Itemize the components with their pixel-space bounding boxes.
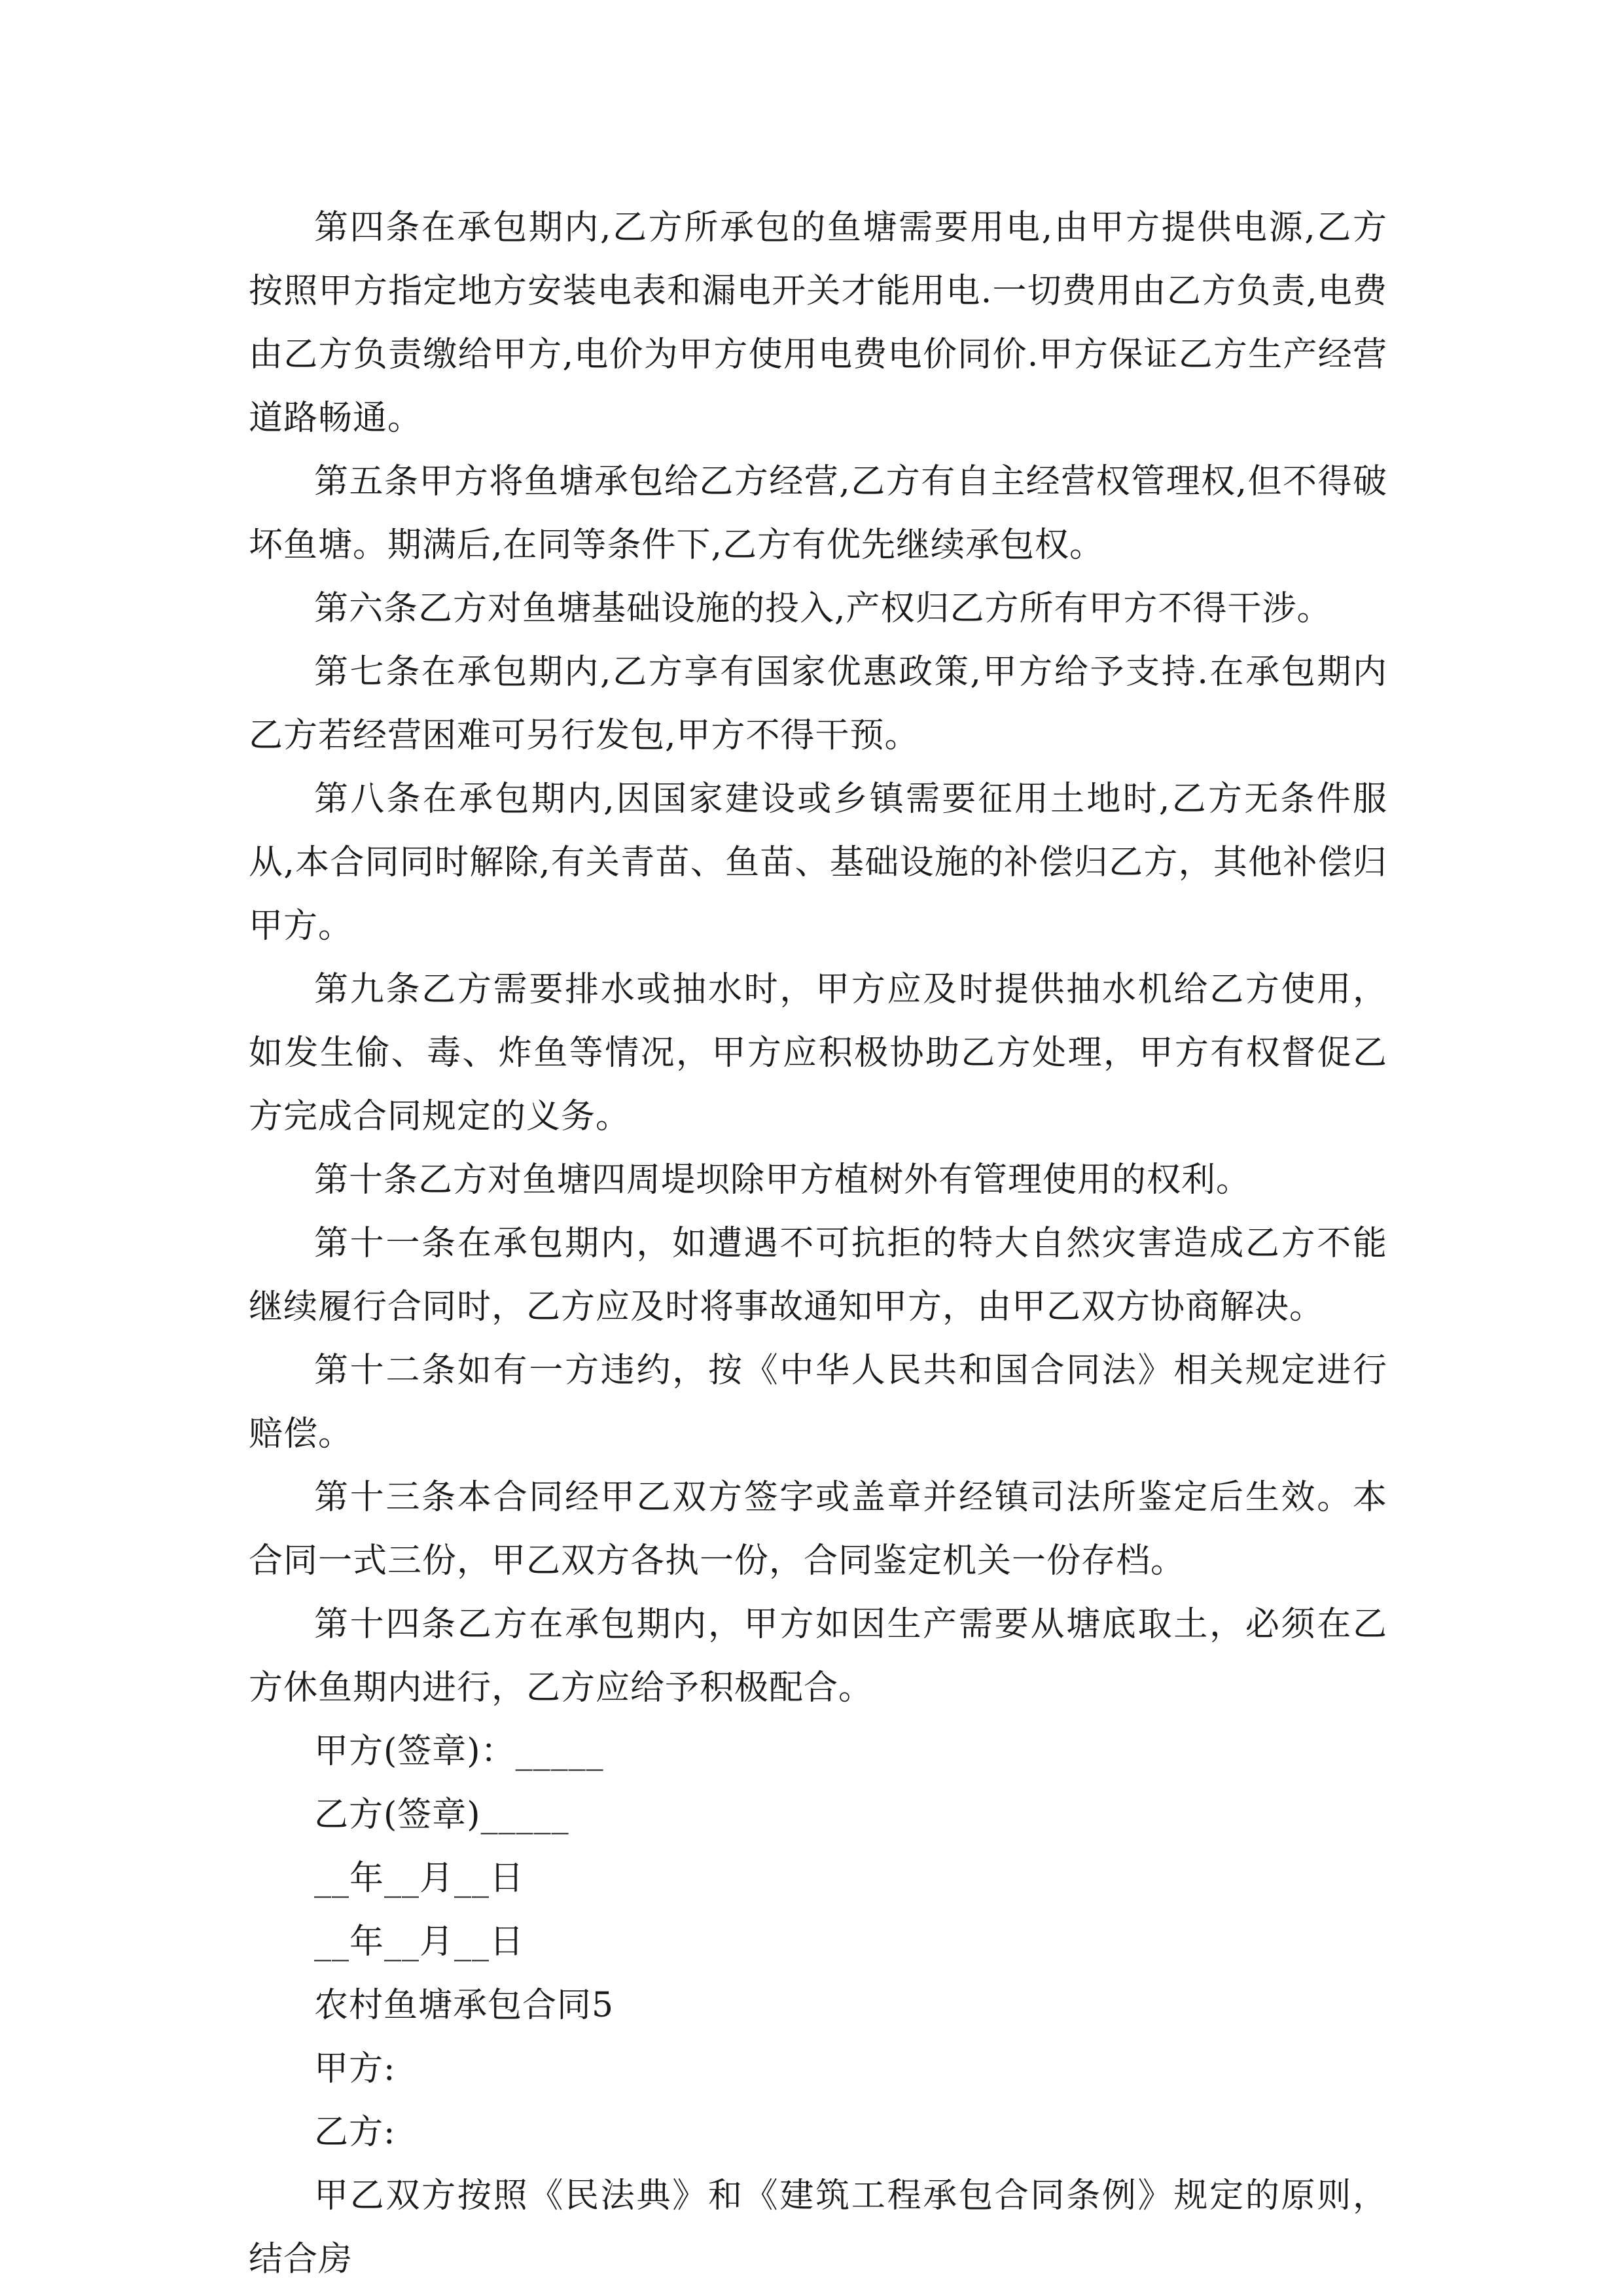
clause-12: 第十二条如有一方违约，按《中华人民共和国合同法》相关规定进行赔偿。 bbox=[249, 1351, 1387, 1454]
party-a-label: 甲方: bbox=[314, 2049, 396, 2089]
party-b-signature-line: 乙方(签章)_____ bbox=[314, 1795, 569, 1835]
clause-6: 第六条乙方对鱼塘基础设施的投入,产权归乙方所有甲方不得干涉。 bbox=[314, 589, 1332, 628]
contract-title: 农村鱼塘承包合同5 bbox=[314, 1986, 615, 2025]
party-a-signature-line: 甲方(签章)：_____ bbox=[314, 1732, 604, 1771]
clause-8: 第八条在承包期内,因国家建设或乡镇需要征用土地时,乙方无条件服从,本合同同时解除,有关青苗、鱼苗、基础设施的补偿归乙方，其他补偿归甲方。 bbox=[249, 780, 1387, 946]
preamble-paragraph: 甲乙双方按照《民法典》和《建筑工程承包合同条例》规定的原则，结合房 bbox=[249, 2176, 1387, 2279]
date-line-1: __年__月__日 bbox=[314, 1859, 525, 1898]
party-b-label: 乙方: bbox=[314, 2113, 396, 2152]
document-body bbox=[249, 196, 1387, 2291]
date-line-2: __年__月__日 bbox=[314, 1922, 525, 1962]
clause-10: 第十条乙方对鱼塘四周堤坝除甲方植树外有管理使用的权利。 bbox=[314, 1160, 1251, 1200]
clause-4: 第四条在承包期内,乙方所承包的鱼塘需要用电,由甲方提供电源,乙方按照甲方指定地方安装电表和漏电开关才能用电.一切费用由乙方负责,电费由乙方负责缴给甲方,电价为甲方使用电费电价同价.甲方保证乙方生产经营道路畅通。 bbox=[249, 208, 1387, 438]
clause-13: 第十三条本合同经甲乙双方签字或盖章并经镇司法所鉴定后生效。本合同一式三份，甲乙双方各执一份，合同鉴定机关一份存档。 bbox=[249, 1478, 1387, 1581]
clause-7: 第七条在承包期内,乙方享有国家优惠政策,甲方给予支持.在承包期内乙方若经营困难可另行发包,甲方不得干预。 bbox=[249, 653, 1387, 755]
clause-5: 第五条甲方将鱼塘承包给乙方经营,乙方有自主经营权管理权,但不得破坏鱼塘。期满后,在同等条件下,乙方有优先继续承包权。 bbox=[249, 462, 1387, 565]
clause-14: 第十四条乙方在承包期内，甲方如因生产需要从塘底取土，必须在乙方休鱼期内进行，乙方应给予积极配合。 bbox=[249, 1605, 1387, 1708]
clause-9: 第九条乙方需要排水或抽水时，甲方应及时提供抽水机给乙方使用，如发生偷、毒、炸鱼等情况，甲方应积极协助乙方处理，甲方有权督促乙方完成合同规定的义务。 bbox=[249, 970, 1387, 1136]
clause-11: 第十一条在承包期内，如遭遇不可抗拒的特大自然灾害造成乙方不能继续履行合同时，乙方应及时将事故通知甲方，由甲乙双方协商解决。 bbox=[249, 1224, 1387, 1327]
